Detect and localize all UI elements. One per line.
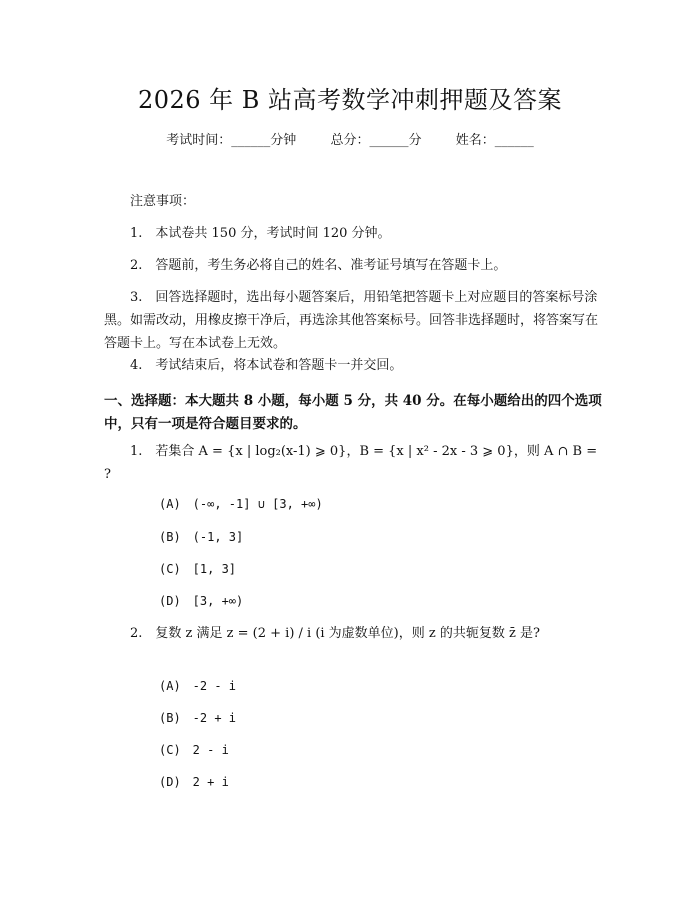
note-item-1: 1. 本试卷共 150 分，考试时间 120 分钟。 (130, 226, 391, 241)
question-1-option-d: (D) [3, +∞) (159, 594, 244, 608)
note-item-2: 2. 答题前，考生务必将自己的姓名、准考证号填写在答题卡上。 (130, 258, 507, 273)
question-1-option-c: (C) [1, 3] (159, 562, 237, 576)
exam-meta-row (0, 132, 700, 150)
total-score-field: 总分：______分 (330, 133, 422, 148)
notes-heading: 注意事项： (130, 194, 196, 209)
student-name-field: 姓名：______ (455, 133, 534, 148)
question-2-option-b: (B) -2 + i (159, 711, 237, 725)
page-title: 2026 年 B 站高考数学冲刺押题及答案 (137, 86, 563, 114)
question-2-option-d: (D) 2 + i (159, 775, 229, 789)
question-1-option-a: (A) (-∞, -1] ∪ [3, +∞) (159, 497, 323, 511)
question-1-option-b: (B) (-1, 3] (159, 530, 244, 544)
note-item-3: 3. 回答选择题时，选出每小题答案后，用铅笔把答题卡上对应题目的答案标号涂黑。如需改动，用橡皮擦干净后，再选涂其他答案标号。回答非选择题时，将答案写在答题卡上。写在本试卷上无效。 (104, 290, 599, 351)
question-2-stem: 2. 复数 z 满足 z = (2 + i) / i (i 为虚数单位)，则 z 的共轭复数 z̄ 是? (130, 626, 540, 641)
note-item-4: 4. 考试结束后，将本试卷和答题卡一并交回。 (130, 358, 403, 373)
section-heading-choice: 一、选择题：本大题共 8 小题，每小题 5 分，共 40 分。在每小题给出的四个选项中，只有一项是符合题目要求的。 (104, 393, 602, 432)
exam-time-field: 考试时间：______分钟 (166, 133, 297, 148)
question-1-stem: 1. 若集合 A = {x | log₂(x-1) ⩾ 0}，B = {x | x² - 2x - 3 ⩾ 0}，则 A ∩ B = ? (104, 444, 598, 482)
question-2-option-c: (C) 2 - i (159, 743, 229, 757)
question-2-option-a: (A) -2 - i (159, 679, 237, 693)
